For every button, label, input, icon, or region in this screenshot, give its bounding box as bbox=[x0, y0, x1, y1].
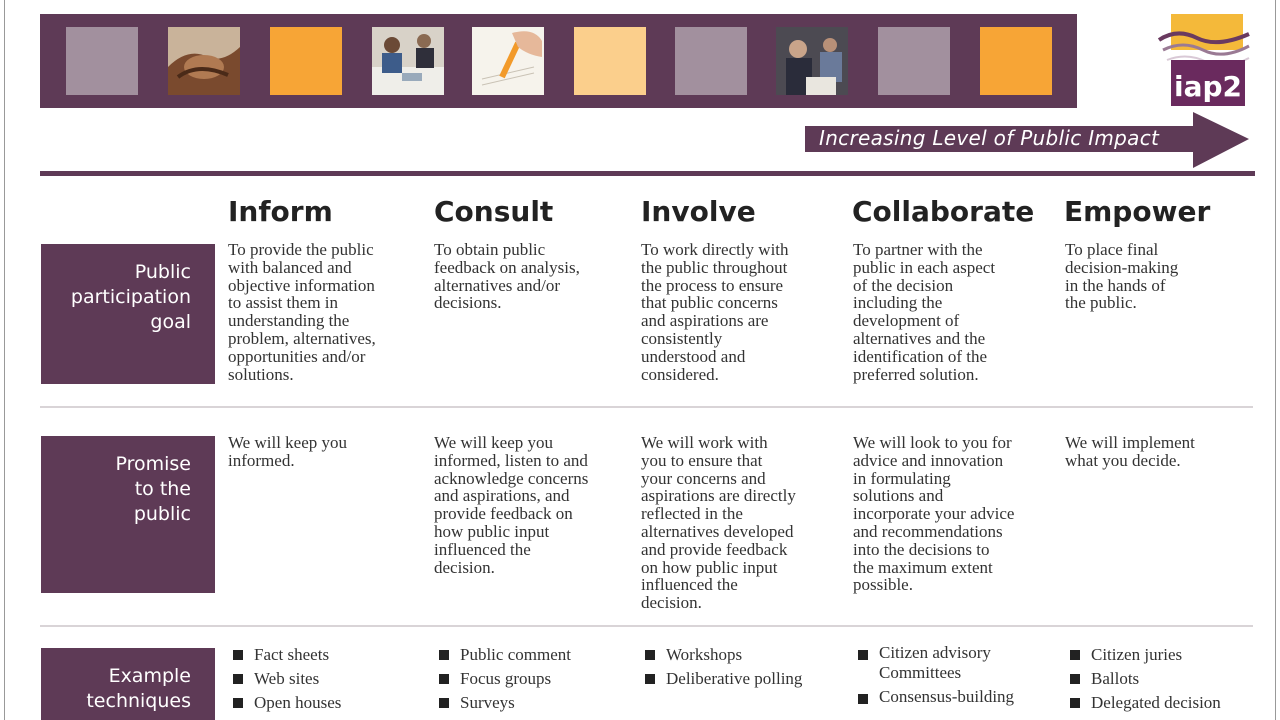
text-line: incorporate your advice bbox=[853, 504, 1015, 524]
list-item: Surveys bbox=[437, 691, 627, 715]
text-line: We will work with bbox=[641, 433, 768, 452]
text-line: aspirations are directly bbox=[641, 486, 796, 506]
goal-inform bbox=[228, 241, 423, 383]
header-divider bbox=[40, 171, 1255, 176]
col-empower: Empower bbox=[1064, 195, 1211, 228]
label-line: Example bbox=[108, 665, 191, 687]
text-line: To obtain public bbox=[434, 240, 546, 259]
text-line: in formulating bbox=[853, 468, 951, 488]
promise-consult bbox=[434, 434, 634, 576]
techniques-collaborate bbox=[856, 643, 1056, 707]
goal-involve bbox=[641, 241, 841, 383]
text-line: We will keep you bbox=[434, 433, 554, 452]
text-line: consistently bbox=[641, 328, 723, 348]
text-line: solutions. bbox=[228, 364, 294, 384]
text-line: alternatives developed bbox=[641, 521, 794, 541]
text-line: influenced the bbox=[641, 575, 738, 595]
text-line: We will look to you for bbox=[853, 433, 1012, 452]
text-line: alternatives and/or bbox=[434, 275, 561, 295]
text-line: what you decide. bbox=[1065, 450, 1181, 470]
promise-involve bbox=[641, 434, 846, 612]
text-line: identification of the bbox=[853, 346, 988, 366]
row-label-promise bbox=[41, 436, 215, 593]
row-divider bbox=[40, 406, 1253, 408]
iap2-logo bbox=[1157, 10, 1253, 108]
text-line: development of bbox=[853, 311, 960, 331]
col-collaborate: Collaborate bbox=[852, 195, 1035, 228]
list-item: Deliberative polling bbox=[643, 667, 843, 691]
promise-collaborate bbox=[853, 434, 1058, 594]
list-item: Citizen advisory Committees bbox=[856, 643, 1056, 683]
text-line: possible. bbox=[853, 575, 913, 595]
text-line: understood and bbox=[641, 346, 746, 366]
goal-collaborate bbox=[853, 241, 1053, 383]
banner-tile-mauve bbox=[878, 27, 950, 95]
list-item: Open houses bbox=[231, 691, 421, 715]
col-inform: Inform bbox=[228, 195, 333, 228]
text-line: feedback on analysis, bbox=[434, 257, 580, 277]
text-line: To provide the public bbox=[228, 240, 374, 259]
list-item: Delegated decision bbox=[1068, 691, 1258, 715]
impact-arrow bbox=[801, 110, 1253, 170]
list-item: Public comment bbox=[437, 643, 627, 667]
text-line: public in each aspect bbox=[853, 257, 996, 277]
techniques-consult bbox=[437, 643, 627, 715]
photo-banner bbox=[40, 14, 1077, 108]
handshake-photo bbox=[168, 27, 240, 95]
text-line: the maximum extent bbox=[853, 557, 993, 577]
text-line: problem, alternatives, bbox=[228, 328, 376, 348]
text-line: considered. bbox=[641, 364, 719, 384]
goal-empower bbox=[1065, 241, 1255, 312]
text-line: reflected in the bbox=[641, 504, 743, 524]
list-item: Focus groups bbox=[437, 667, 627, 691]
logo-text: iap2 bbox=[1173, 70, 1243, 103]
text-line: decisions. bbox=[434, 293, 502, 313]
col-involve: Involve bbox=[641, 195, 756, 228]
text-line: To work directly with bbox=[641, 240, 789, 259]
banner-tile-mauve bbox=[66, 27, 138, 95]
meeting-photo bbox=[372, 27, 444, 95]
banner-tile-orange bbox=[980, 27, 1052, 95]
label-line: to the bbox=[134, 478, 191, 500]
list-item: Citizen juries bbox=[1068, 643, 1258, 667]
text-line: the process to ensure bbox=[641, 275, 784, 295]
text-line: objective information bbox=[228, 275, 375, 295]
text-line: and aspirations are bbox=[641, 311, 769, 331]
label-line: goal bbox=[150, 311, 191, 333]
text-line: decision-making bbox=[1065, 257, 1179, 277]
text-line: the public. bbox=[1065, 293, 1137, 313]
text-line: into the decisions to bbox=[853, 539, 990, 559]
text-line: informed, listen to and bbox=[434, 450, 588, 470]
text-line: of the decision bbox=[853, 275, 954, 295]
group-photo bbox=[776, 27, 848, 95]
list-item: Ballots bbox=[1068, 667, 1258, 691]
text-line: We will implement bbox=[1065, 433, 1195, 452]
label-line: participation bbox=[70, 286, 191, 308]
impact-label: Increasing Level of Public Impact bbox=[819, 126, 1160, 150]
page-frame bbox=[4, 0, 1276, 720]
text-line: and provide feedback bbox=[641, 539, 788, 559]
label-line: techniques bbox=[86, 690, 191, 712]
text-line: and recommendations bbox=[853, 521, 1003, 541]
text-line: on how public input bbox=[641, 557, 778, 577]
text-line: informed. bbox=[228, 450, 295, 470]
text-line: preferred solution. bbox=[853, 364, 979, 384]
text-line: acknowledge concerns bbox=[434, 468, 589, 488]
text-line: understanding the bbox=[228, 311, 350, 331]
text-line: provide feedback on bbox=[434, 504, 573, 524]
text-line: the public throughout bbox=[641, 257, 788, 277]
text-line: you to ensure that bbox=[641, 450, 763, 470]
list-item: Web sites bbox=[231, 667, 421, 691]
promise-inform bbox=[228, 434, 423, 470]
col-consult: Consult bbox=[434, 195, 554, 228]
text-line: including the bbox=[853, 293, 943, 313]
row-label-goal bbox=[41, 244, 215, 384]
writing-photo bbox=[472, 27, 544, 95]
list-item: Workshops bbox=[643, 643, 843, 667]
text-line: in the hands of bbox=[1065, 275, 1166, 295]
label-line: Promise bbox=[115, 453, 191, 475]
goal-consult bbox=[434, 241, 629, 312]
techniques-inform bbox=[231, 643, 421, 715]
list-item: Consensus-building bbox=[856, 687, 1056, 707]
text-line: how public input bbox=[434, 521, 550, 541]
banner-tile-mauve bbox=[675, 27, 747, 95]
text-line: solutions and bbox=[853, 486, 944, 506]
banner-tile-peach bbox=[574, 27, 646, 95]
label-line: Public bbox=[134, 261, 191, 283]
text-line: your concerns and bbox=[641, 468, 766, 488]
text-line: To place final bbox=[1065, 240, 1159, 259]
list-item: Fact sheets bbox=[231, 643, 421, 667]
text-line: decision. bbox=[434, 557, 495, 577]
text-line: opportunities and/or bbox=[228, 346, 366, 366]
text-line: influenced the bbox=[434, 539, 531, 559]
techniques-empower bbox=[1068, 643, 1258, 715]
text-line: We will keep you bbox=[228, 433, 348, 452]
text-line: To partner with the bbox=[853, 240, 983, 259]
text-line: and aspirations, and bbox=[434, 486, 570, 506]
text-line: to assist them in bbox=[228, 293, 339, 313]
text-line: with balanced and bbox=[228, 257, 352, 277]
promise-empower bbox=[1065, 434, 1255, 470]
text-line: that public concerns bbox=[641, 293, 778, 313]
text-line: alternatives and the bbox=[853, 328, 986, 348]
row-label-techniques bbox=[41, 648, 215, 720]
text-line: advice and innovation bbox=[853, 450, 1004, 470]
label-line: public bbox=[133, 503, 191, 525]
row-divider bbox=[40, 625, 1253, 627]
text-line: decision. bbox=[641, 593, 702, 613]
banner-tile-orange bbox=[270, 27, 342, 95]
techniques-involve bbox=[643, 643, 843, 691]
